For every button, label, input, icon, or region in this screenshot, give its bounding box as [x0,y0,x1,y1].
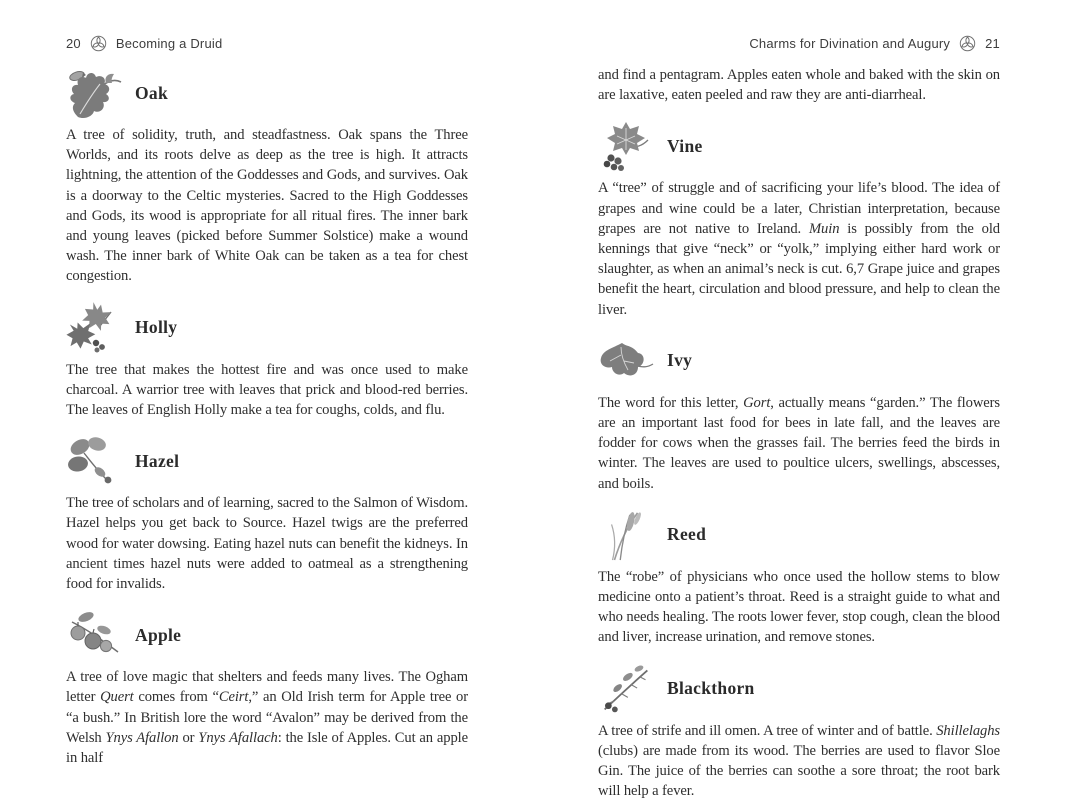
section-paragraph-apple [66,667,468,768]
text-run: The tree that makes the hottest fire and was once used to make charcoal. A warrior tree with leaves that prick and blood-red berries. The leaves of English Holly make a tea for coughs, colds, and flu. [66,361,468,419]
hazel-sprig-icon [66,435,122,487]
section-head-apple [66,609,468,661]
tree-section-blackthorn [598,663,1000,800]
triquetra-icon [90,35,107,52]
tree-section-oak [66,67,468,287]
running-head-right [598,34,1000,52]
text-run: or [178,729,199,746]
reed-stems-icon [598,509,654,561]
text-run: A tree of solidity, truth, and steadfastness. Oak spans the Three Worlds, and its roots delve as deep as the tree is high. It attracts lightning, the attention of the Goddesses and Gods, and survives. Oak is a doorway to the Celtic mysteries. Sacred to the High Goddesses and Gods, its wood is appropriate for all ritual fires. The inner bark and young leaves (picked before Summer Solstice) make a wound wash. The inner bark of White Oak can be taken as a tea for chest congestion. [66,127,468,285]
triquetra-icon [959,35,976,52]
section-head-holly [66,302,468,354]
section-title-blackthorn: Blackthorn [667,678,755,699]
text-run: (clubs) are made from its wood. The berries are used to flavor Sloe Gin. The juice of the berries can soothe a sore throat; the root bark will help a fever. [598,742,1000,800]
text-run: A tree of strife and ill omen. A tree of winter and of battle. [598,722,937,739]
holly-sprig-icon [66,302,122,354]
section-title-holly: Holly [135,317,178,338]
section-head-blackthorn [598,663,1000,715]
text-run: The word for this letter, [598,394,744,411]
section-paragraph-ivy [598,393,1000,494]
page-left [66,0,468,768]
tree-section-ivy [598,335,1000,494]
running-title-right: Charms for Divination and Augury [749,35,951,51]
section-paragraph-holly [66,360,468,421]
page-number-left: 20 [66,35,81,51]
page-number-right: 21 [985,35,1000,51]
section-title-hazel: Hazel [135,450,180,471]
section-title-reed: Reed [667,524,707,545]
sections-right [598,120,1000,800]
section-title-ivy: Ivy [667,350,693,371]
sections-left [66,67,468,768]
text-run: The “robe” of physicians who once used the hollow stems to blow medicine onto a patient’s throat. Reed is a straight guide to what and who needs healing. The roots lower fever, stop cough, clean the blood and liver, increase urination, and remove stones. [598,568,1000,646]
text-run: A “tree” of struggle and of sacrificing your life’s blood. The idea of grapes and wine could be a later, Christian interpretation, because grapes are not native to Ireland. [598,180,1000,237]
apple-continuation-paragraph [598,65,1000,105]
ivy-leaf-icon [598,335,654,387]
italic-term: Ynys Afallach [198,729,278,746]
text-run: is possibly from the old kennings that give “neck” or “yolk,” implying either hard work or slaughter, as when an animal’s neck is cut. 6,7 Grape juice and grapes benefit the heart, circulation and blood pressure, and help to clean the liver. [598,220,1000,318]
section-head-ivy [598,335,1000,387]
italic-term: Shillelaghs [936,722,1000,739]
italic-term: Muin [808,220,840,237]
tree-section-reed [598,509,1000,648]
text-run: The tree of scholars and of learning, sacred to the Salmon of Wisdom. Hazel helps you get back to Source. Hazel twigs are the preferred wood for water dowsing. Eating hazel nuts can benefit the kidneys. In ancient times hazel nuts were added to oatmeal as a strengthening food for invalids. [66,495,468,593]
tree-section-vine [598,120,1000,319]
text-run: and find a pentagram. Apples eaten whole and baked with the skin on are laxative, eaten peeled and raw they are anti-diarrheal. [598,67,1000,104]
section-paragraph-vine [598,178,1000,319]
section-paragraph-oak [66,125,468,287]
text-run: , actually means “garden.” The flowers are an important last food for bees in late fall, and the leaves are fodder for cows when the grasses fail. The berries feed the birds in winter. The leaves are used to poultice ulcers, swellings, abscesses, and boils. [598,394,1000,492]
vine-grapes-icon [598,120,654,172]
section-head-vine [598,120,1000,172]
tree-section-hazel [66,435,468,594]
blackthorn-sprig-icon [598,663,654,715]
running-head-left [66,34,468,52]
section-title-vine: Vine [667,135,703,156]
section-head-reed [598,509,1000,561]
running-title-left: Becoming a Druid [115,35,223,51]
italic-term: Ceirt [218,689,249,706]
text-run: comes from “ [133,689,219,706]
apple-branch-icon [66,609,122,661]
text-run: : the Isle of Apples. Cut an apple in half [66,729,468,767]
section-head-hazel [66,435,468,487]
italic-term: Gort [743,394,771,411]
italic-term: Ynys Afallon [105,729,179,746]
section-title-oak: Oak [135,82,168,103]
text-run: ,” an Old Irish term for Apple tree or “a bush.” In British lore the word “Avalon” may be derived from the Welsh [66,689,468,746]
section-paragraph-hazel [66,493,468,594]
section-paragraph-reed [598,567,1000,648]
tree-section-apple [66,609,468,768]
page-right [598,0,1000,800]
text-run: A tree of love magic that shelters and feeds many lives. The Ogham letter [66,669,468,706]
section-title-apple: Apple [135,624,182,645]
section-head-oak [66,67,468,119]
tree-section-holly [66,302,468,421]
italic-term: Quert [100,689,134,706]
oak-branch-icon [66,67,122,119]
section-paragraph-blackthorn [598,721,1000,800]
